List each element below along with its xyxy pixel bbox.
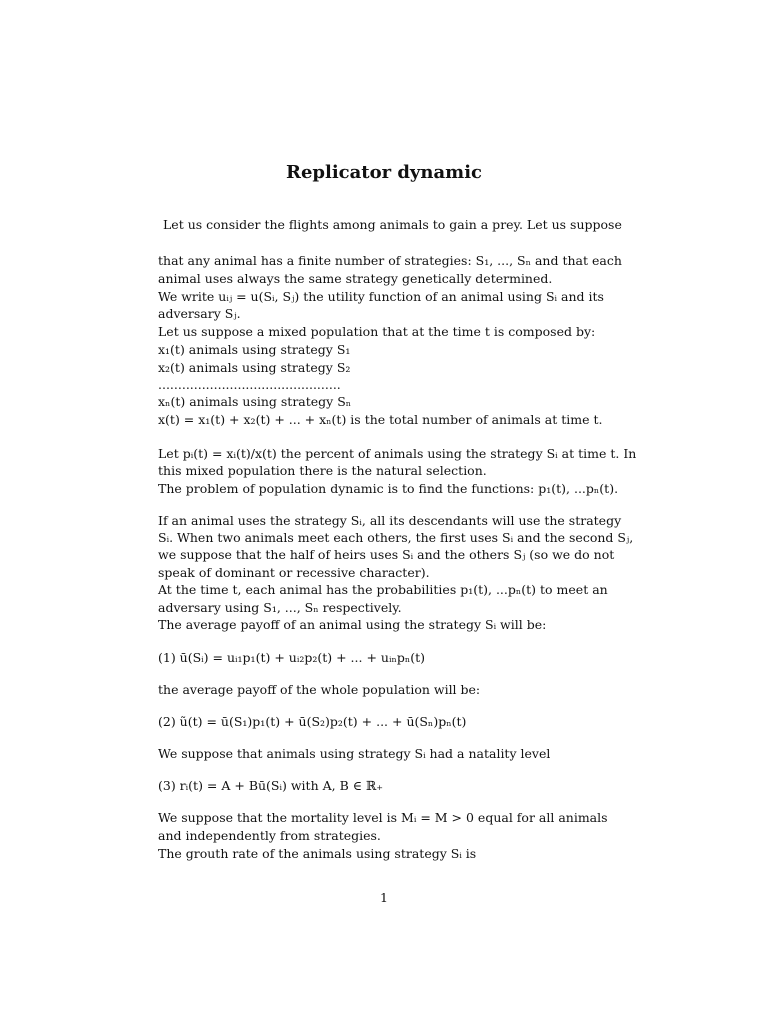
equation-1: (1) ū(Sᵢ) = uᵢ₁p₁(t) + uᵢ₂p₂(t) + ... + uᵢₙpₙ(t) [158, 650, 426, 665]
paragraph-line: animal uses always the same strategy genetically determined. [158, 271, 553, 286]
paragraph-line: At the time t, each animal has the probabilities p₁(t), ...pₙ(t) to meet an [158, 582, 608, 597]
equation-3: (3) rᵢ(t) = A + Bū(Sᵢ) with A, B ∈ ℝ₊ [158, 778, 383, 793]
paragraph-line: Let us suppose a mixed population that at the time t is composed by: [158, 324, 596, 339]
paragraph-line: Let us consider the flights among animals to gain a prey. Let us suppose [163, 217, 622, 232]
paragraph-line: adversary using S₁, ..., Sₙ respectively. [158, 600, 402, 615]
paragraph-line: The problem of population dynamic is to find the functions: p₁(t), ...pₙ(t). [158, 481, 619, 496]
paragraph-line: If an animal uses the strategy Sᵢ, all its descendants will use the strategy [158, 513, 622, 528]
paragraph-line: and independently from strategies. [158, 828, 381, 843]
paragraph-line: adversary Sⱼ. [158, 306, 241, 321]
paragraph-line: this mixed population there is the natural selection. [158, 463, 487, 478]
page-number: 1 [380, 890, 388, 905]
paragraph-line: x₂(t) animals using strategy S₂ [158, 360, 351, 375]
paragraph-line: Let pᵢ(t) = xᵢ(t)/x(t) the percent of animals using the strategy Sᵢ at time t. In [158, 446, 637, 461]
paragraph-line: Sᵢ. When two animals meet each others, the first uses Sᵢ and the second Sⱼ, [158, 530, 634, 545]
paragraph-line: that any animal has a finite number of strategies: S₁, ..., Sₙ and that each [158, 253, 622, 268]
paragraph-line: xₙ(t) animals using strategy Sₙ [158, 394, 352, 409]
paragraph-line: .............................................. [158, 377, 341, 392]
paragraph-line: we suppose that the half of heirs uses Sᵢ and the others Sⱼ (so we do not [158, 547, 615, 562]
paragraph-line: x(t) = x₁(t) + x₂(t) + ... + xₙ(t) is the total number of animals at time t. [158, 412, 603, 427]
paragraph-line: x₁(t) animals using strategy S₁ [158, 342, 351, 357]
paragraph-line: We suppose that animals using strategy Sᵢ had a natality level [158, 746, 551, 761]
paragraph-line: speak of dominant or recessive character). [158, 565, 430, 580]
paragraph-line: The average payoff of an animal using the strategy Sᵢ will be: [158, 617, 547, 632]
paragraph-line: We suppose that the mortality level is Mᵢ = M > 0 equal for all animals [158, 810, 608, 825]
paragraph-line: the average payoff of the whole population will be: [158, 682, 481, 697]
equation-2: (2) ũ(t) = ū(S₁)p₁(t) + ū(S₂)p₂(t) + ... + ū(Sₙ)pₙ(t) [158, 714, 467, 729]
paragraph-line: We write uᵢⱼ = u(Sᵢ, Sⱼ) the utility function of an animal using Sᵢ and its [158, 289, 604, 304]
paper-title: Replicator dynamic [285, 162, 482, 183]
paragraph-line: The grouth rate of the animals using strategy Sᵢ is [158, 846, 477, 861]
